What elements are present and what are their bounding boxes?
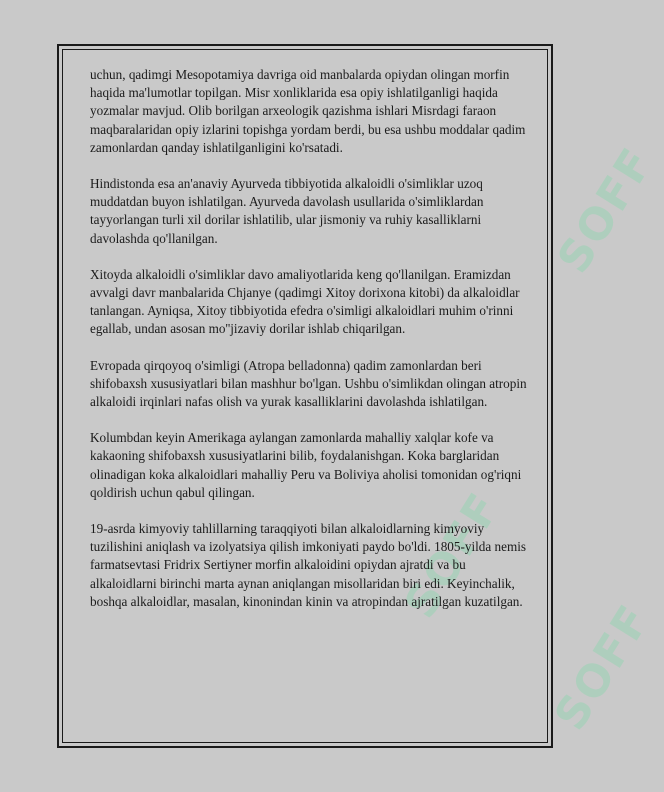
watermark-logo: SOFF: [548, 138, 664, 283]
paragraph: Evropada qirqoyoq o'simligi (Atropa belladonna) qadim zamonlardan beri shifobaxsh xususiyatlari bilan mashhur bo'lgan. Ushbu o'simlikdan olingan atropin alkaloidi irqinlari nafas olish va yurak kasalliklarini davolashda ishlatilgan.: [90, 357, 527, 410]
document-body: [90, 66, 530, 629]
paragraph: Xitoyda alkaloidli o'simliklar davo amaliyotlarida keng qo'llanilgan. Eramizdan avvalgi davr manbalarida Chjanye (qadimgi Xitoy dorixona kitobi) da alkaloidlar tanlangan. Ayniqsa, Xitoy tibbiyotida efedra o'simligi alkaloidlari muhim o'rinni egallab, undan asosan mo''jizaviy dorilar ishlab chiqarilgan.: [90, 266, 520, 337]
paragraph: Hindistonda esa an'anaviy Ayurveda tibbiyotida alkaloidli o'simliklar uzoq muddatdan buyon ishlatilgan. Ayurveda davolash usullarida o'simliklardan tayyorlangan turli xil dorilar ishlatilib, ular jismoniy va ruhiy kasalliklarni davolashda qo'llanilgan.: [90, 176, 484, 246]
watermark-logo: SOFF: [395, 483, 511, 628]
paragraph: uchun, qadimgi Mesopotamiya davriga oid manbalarda opiydan olingan morfin haqida ma'lumotlar topilgan. Misr xonliklarida esa opiy ishlatilganligi haqida yozmalar mavjud. Olib borilgan arxeologik qazishma ishlari Misrdagi faraon maqbaralaridan opiy izlarini topishga yordam berdi, bu esa ushbu moddalar qadim zamonlardan qanday ishlatilganligini ko'rsatadi.: [90, 67, 526, 155]
paragraph: Kolumbdan keyin Amerikaga aylangan zamonlarda mahalliy xalqlar kofe va kakaoning shifobaxsh xususiyatlarini bilib, foydalanishgan. Koka barglaridan olinadigan koka alkaloidlari mahalliy Peru va Boliviya aholisi tomonidan og'riqni qoldirish uchun qabul qilingan.: [90, 430, 522, 500]
watermark-logo: SOFF: [545, 595, 661, 740]
paragraph: 19-asrda kimyoviy tahlillarning taraqqiyoti bilan alkaloidlarning kimyoviy tuzilishini aniqlash va izolyatsiya qilish imkoniyati paydo bo'ldi. 1805-yilda nemis farmatsevtasi Fridrix Sertiyner morfin alkaloidini opiydan ajratdi va bu alkaloidlarni birinchi marta aynan aniqlangan misollaridan biri edi. Keyinchalik, boshqa alkaloidlar, masalan, kinonindan kinin va atropindan ajratilgan kuzatilgan.: [90, 521, 527, 609]
